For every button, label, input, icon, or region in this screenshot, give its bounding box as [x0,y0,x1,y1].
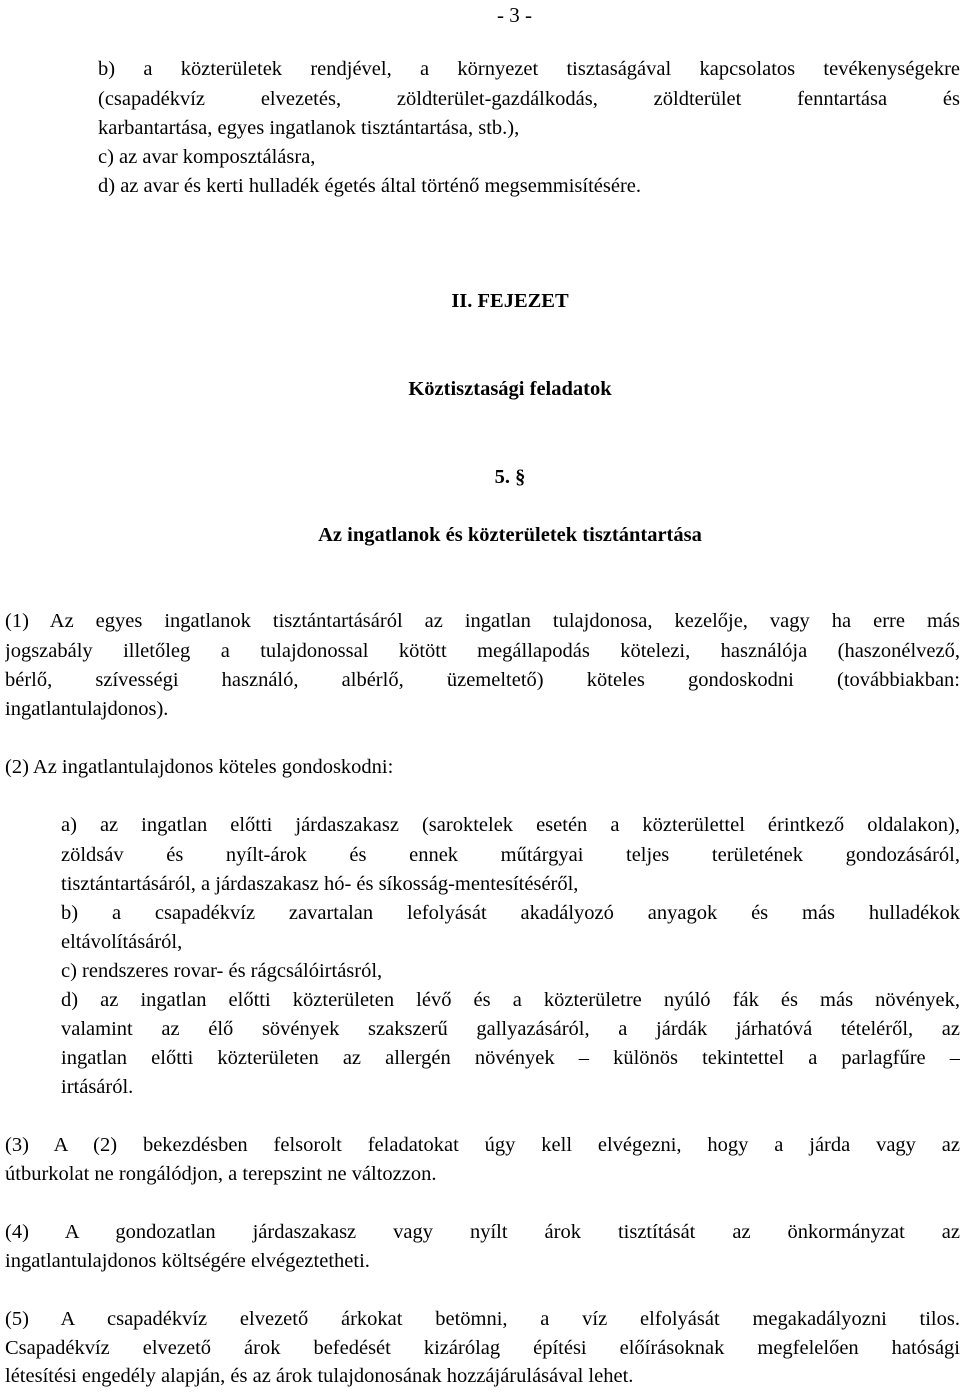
list-line: b) a csapadékvíz zavartalan lefolyását akadályozó anyagok és más hulladékok [61,902,960,924]
list-line: valamint az élő sövények szakszerű gallyazásáról, a járdák járhatóvá tételéről, az [61,1018,960,1040]
chapter-title: Köztisztasági feladatok [408,378,612,400]
intro-line: (csapadékvíz elvezetés, zöldterület-gazdálkodás, zöldterület fenntartása és [98,88,960,110]
paragraph-line: ingatlantulajdonos). [5,698,169,720]
list-line: ingatlan előtti közterületen az allergén növények – különös tekintettel a parlagfűre – [61,1047,960,1069]
paragraph-line: ingatlantulajdonos költségére elvégeztetheti. [5,1250,370,1272]
list-line: eltávolításáról, [61,931,183,953]
paragraph-line: útburkolat ne rongálódjon, a terepszint ne változzon. [5,1163,437,1185]
intro-line: b) a közterületek rendjével, a környezet tisztaságával kapcsolatos tevékenységekre [98,58,960,80]
paragraph-line: létesítési engedély alapján, és az árok tulajdonosának hozzájárulásával lehet. [5,1365,634,1387]
paragraph-line: (1) Az egyes ingatlanok tisztántartásáról az ingatlan tulajdonosa, kezelője, vagy ha erre más [5,610,960,632]
list-line: c) rendszeres rovar- és rágcsálóirtásról, [61,960,383,982]
section-title: Az ingatlanok és közterületek tisztántartása [318,524,702,546]
section-number: 5. § [494,466,526,488]
intro-line: c) az avar komposztálásra, [98,146,316,168]
paragraph-line: (2) Az ingatlantulajdonos köteles gondoskodni: [5,756,394,778]
list-line: tisztántartásáról, a járdaszakasz hó- és síkosság-mentesítéséről, [61,873,579,895]
paragraph-line: (4) A gondozatlan járdaszakasz vagy nyílt árok tisztítását az önkormányzat az [5,1221,960,1243]
paragraph-line: jogszabály illetőleg a tulajdonossal kötött megállapodás kötelezi, használója (haszonélvező, [5,640,960,662]
chapter-number: II. FEJEZET [451,290,569,312]
list-line: zöldsáv és nyílt-árok és ennek műtárgyai teljes területének gondozásáról, [61,844,960,866]
paragraph-line: (3) A (2) bekezdésben felsorolt feladatokat úgy kell elvégezni, hogy a járda vagy az [5,1134,960,1156]
paragraph-line: Csapadékvíz elvezető árok befedését kizárólag építési előírásoknak megfelelően hatósági [5,1337,960,1359]
list-line: d) az ingatlan előtti közterületen lévő és a közterületre nyúló fák és más növények, [61,989,960,1011]
list-line: a) az ingatlan előtti járdaszakasz (saroktelek esetén a közterülettel érintkező oldalakon), [61,814,960,836]
paragraph-line: (5) A csapadékvíz elvezető árkokat betömni, a víz elfolyását megakadályozni tilos. [5,1308,960,1330]
page-number: - 3 - [497,3,532,27]
intro-line: d) az avar és kerti hulladék égetés által történő megsemmisítésére. [98,175,642,197]
intro-line: karbantartása, egyes ingatlanok tisztántartása, stb.), [98,117,520,139]
paragraph-line: bérlő, szívességi használó, albérlő, üzemeltető) köteles gondoskodni (továbbiakban: [5,669,960,691]
list-line: irtásáról. [61,1076,134,1098]
